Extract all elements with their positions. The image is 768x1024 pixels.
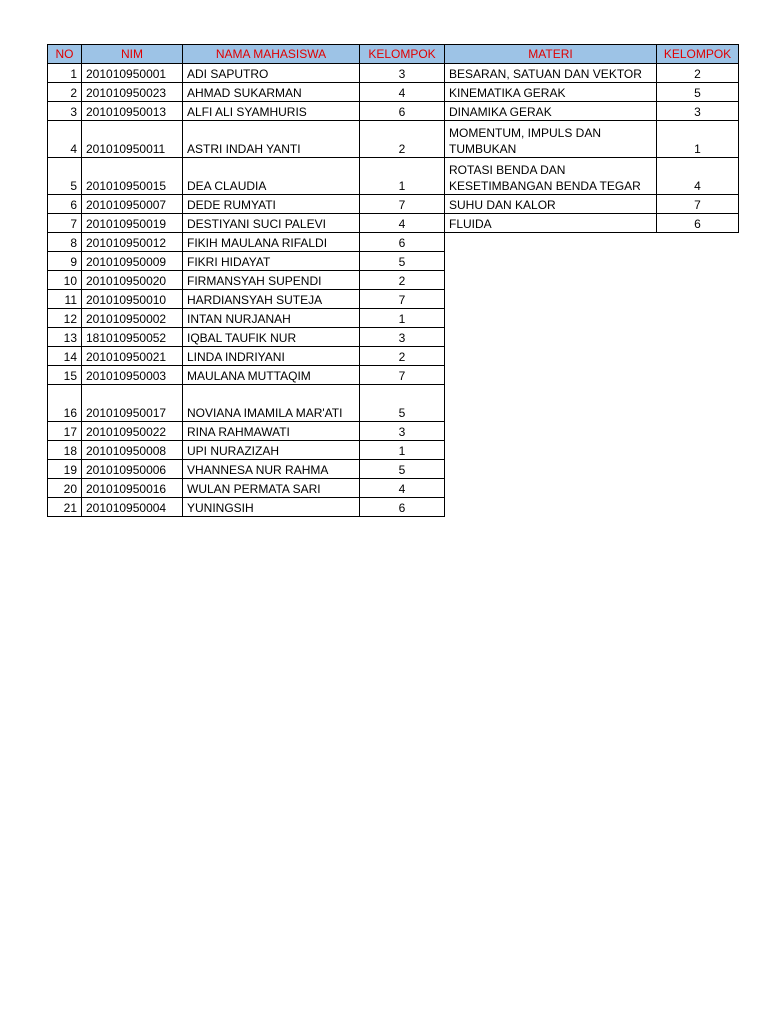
students-body	[48, 64, 445, 517]
row-no: 5	[48, 158, 82, 195]
row-nim: 201010950009	[82, 252, 183, 271]
row-nim: 201010950017	[82, 385, 183, 422]
row-nim: 201010950020	[82, 271, 183, 290]
table-row	[48, 271, 445, 290]
row-name: VHANNESA NUR RAHMA	[183, 460, 360, 479]
table-row	[48, 121, 445, 158]
table-row	[445, 195, 739, 214]
row-name: FIRMANSYAH SUPENDI	[183, 271, 360, 290]
row-no: 4	[48, 121, 82, 158]
row-nim: 201010950023	[82, 83, 183, 102]
row-no: 17	[48, 422, 82, 441]
row-name: HARDIANSYAH SUTEJA	[183, 290, 360, 309]
table-row	[48, 290, 445, 309]
row-nim: 201010950012	[82, 233, 183, 252]
table-row	[48, 441, 445, 460]
row-name: UPI NURAZIZAH	[183, 441, 360, 460]
row-group: 6	[360, 233, 445, 252]
row-name: ADI SAPUTRO	[183, 64, 360, 83]
row-no: 11	[48, 290, 82, 309]
row-name: RINA RAHMAWATI	[183, 422, 360, 441]
materials-header-row	[445, 45, 739, 64]
row-no: 21	[48, 498, 82, 517]
row-name: MAULANA MUTTAQIM	[183, 366, 360, 385]
row-nim: 201010950001	[82, 64, 183, 83]
row-nim: 201010950010	[82, 290, 183, 309]
row-group: 5	[360, 385, 445, 422]
row-name: LINDA INDRIYANI	[183, 347, 360, 366]
row-group: 3	[360, 422, 445, 441]
row-no: 20	[48, 479, 82, 498]
row-name: NOVIANA IMAMILA MAR'ATI	[183, 385, 360, 422]
row-no: 6	[48, 195, 82, 214]
row-group: 3	[360, 328, 445, 347]
materials-table	[444, 44, 739, 233]
row-name: AHMAD SUKARMAN	[183, 83, 360, 102]
table-row	[48, 102, 445, 121]
table-row	[48, 83, 445, 102]
row-no: 7	[48, 214, 82, 233]
row-name: DEA CLAUDIA	[183, 158, 360, 195]
header-name: NAMA MAHASISWA	[183, 45, 360, 64]
table-row	[48, 252, 445, 271]
row-nim: 201010950015	[82, 158, 183, 195]
row-topic-group: 7	[657, 195, 739, 214]
header-topic: MATERI	[445, 45, 657, 64]
row-group: 4	[360, 479, 445, 498]
row-group: 5	[360, 460, 445, 479]
row-topic-group: 6	[657, 214, 739, 233]
row-group: 3	[360, 64, 445, 83]
header-nim: NIM	[82, 45, 183, 64]
table-row	[445, 64, 739, 83]
row-topic-group: 5	[657, 83, 739, 102]
students-table	[47, 44, 445, 517]
row-topic: SUHU DAN KALOR	[445, 195, 657, 214]
row-no: 16	[48, 385, 82, 422]
row-nim: 201010950004	[82, 498, 183, 517]
row-group: 2	[360, 121, 445, 158]
table-row	[445, 158, 739, 195]
row-group: 6	[360, 102, 445, 121]
row-nim: 201010950006	[82, 460, 183, 479]
row-name: ALFI ALI SYAMHURIS	[183, 102, 360, 121]
row-no: 14	[48, 347, 82, 366]
row-group: 7	[360, 195, 445, 214]
row-name: DEDE RUMYATI	[183, 195, 360, 214]
row-topic-group: 2	[657, 64, 739, 83]
row-group: 4	[360, 214, 445, 233]
row-nim: 201010950022	[82, 422, 183, 441]
table-row	[48, 309, 445, 328]
row-no: 15	[48, 366, 82, 385]
table-row	[48, 385, 445, 422]
row-no: 2	[48, 83, 82, 102]
row-name: DESTIYANI SUCI PALEVI	[183, 214, 360, 233]
row-name: ASTRI INDAH YANTI	[183, 121, 360, 158]
row-topic-group: 4	[657, 158, 739, 195]
table-row	[48, 64, 445, 83]
students-header-row	[48, 45, 445, 64]
row-no: 19	[48, 460, 82, 479]
row-nim: 201010950007	[82, 195, 183, 214]
row-group: 4	[360, 83, 445, 102]
row-nim: 201010950011	[82, 121, 183, 158]
table-row	[48, 479, 445, 498]
table-row	[48, 347, 445, 366]
table-row	[48, 233, 445, 252]
materials-body	[445, 64, 739, 233]
row-group: 2	[360, 271, 445, 290]
row-name: YUNINGSIH	[183, 498, 360, 517]
table-row	[48, 422, 445, 441]
row-topic-group: 3	[657, 102, 739, 121]
table-row	[48, 498, 445, 517]
row-name: INTAN NURJANAH	[183, 309, 360, 328]
table-row	[48, 158, 445, 195]
table-row	[48, 460, 445, 479]
row-name: WULAN PERMATA SARI	[183, 479, 360, 498]
table-row	[48, 195, 445, 214]
row-group: 6	[360, 498, 445, 517]
row-name: FIKRI HIDAYAT	[183, 252, 360, 271]
row-no: 1	[48, 64, 82, 83]
table-row	[445, 121, 739, 158]
row-group: 7	[360, 366, 445, 385]
row-name: IQBAL TAUFIK NUR	[183, 328, 360, 347]
row-group: 1	[360, 309, 445, 328]
row-no: 18	[48, 441, 82, 460]
row-topic: BESARAN, SATUAN DAN VEKTOR	[445, 64, 657, 83]
row-group: 5	[360, 252, 445, 271]
row-name: FIKIH MAULANA RIFALDI	[183, 233, 360, 252]
row-no: 9	[48, 252, 82, 271]
table-row	[445, 83, 739, 102]
row-topic: FLUIDA	[445, 214, 657, 233]
row-topic-group: 1	[657, 121, 739, 158]
table-row	[48, 366, 445, 385]
table-row	[445, 102, 739, 121]
row-no: 8	[48, 233, 82, 252]
row-nim: 201010950016	[82, 479, 183, 498]
table-row	[48, 328, 445, 347]
row-topic: KINEMATIKA GERAK	[445, 83, 657, 102]
row-no: 3	[48, 102, 82, 121]
row-group: 2	[360, 347, 445, 366]
row-no: 10	[48, 271, 82, 290]
table-row	[48, 214, 445, 233]
row-group: 1	[360, 158, 445, 195]
row-topic: DINAMIKA GERAK	[445, 102, 657, 121]
header-group: KELOMPOK	[360, 45, 445, 64]
row-nim: 201010950019	[82, 214, 183, 233]
row-topic: MOMENTUM, IMPULS DAN TUMBUKAN	[445, 121, 657, 158]
row-no: 12	[48, 309, 82, 328]
row-nim: 201010950008	[82, 441, 183, 460]
row-nim: 201010950021	[82, 347, 183, 366]
row-nim: 201010950003	[82, 366, 183, 385]
row-group: 7	[360, 290, 445, 309]
row-no: 13	[48, 328, 82, 347]
row-nim: 181010950052	[82, 328, 183, 347]
header-no: NO	[48, 45, 82, 64]
row-topic: ROTASI BENDA DAN KESETIMBANGAN BENDA TEGAR	[445, 158, 657, 195]
header-topic-group: KELOMPOK	[657, 45, 739, 64]
row-nim: 201010950002	[82, 309, 183, 328]
row-nim: 201010950013	[82, 102, 183, 121]
table-row	[445, 214, 739, 233]
row-group: 1	[360, 441, 445, 460]
